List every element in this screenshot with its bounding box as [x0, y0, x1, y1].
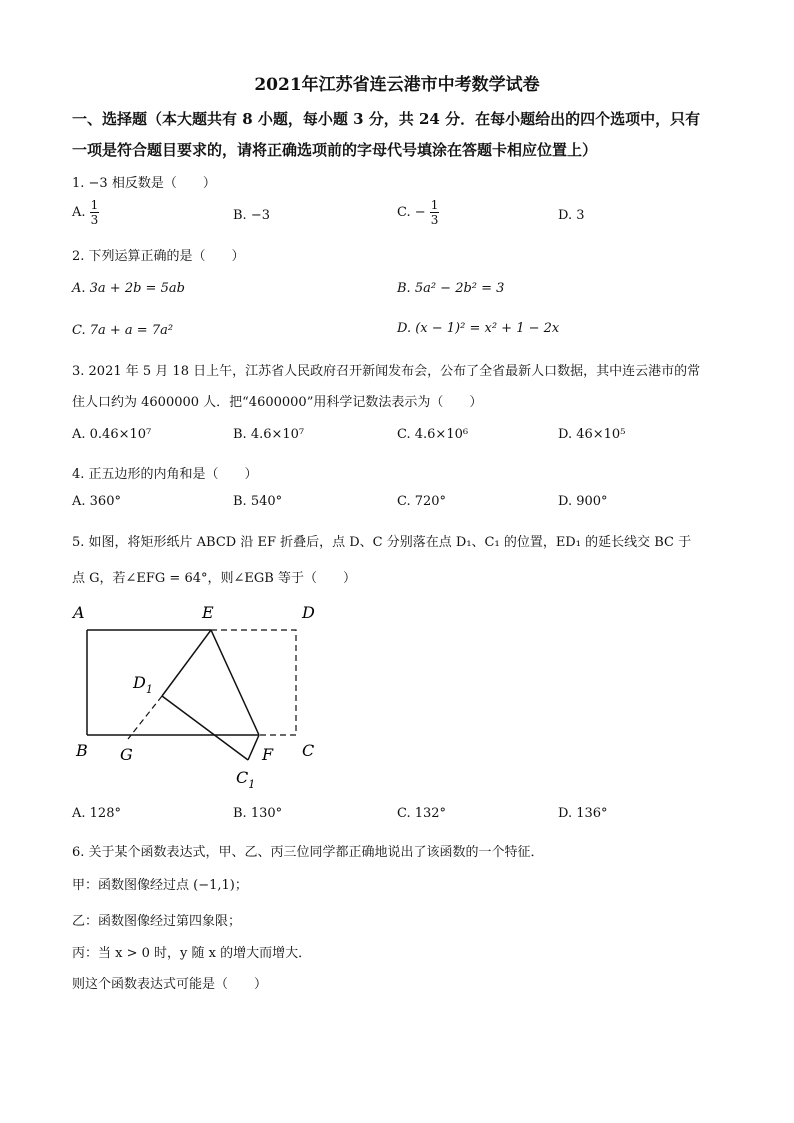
label-point-f: F [262, 745, 274, 764]
section-heading-line2: 一项是符合题目要求的，请将正确选项前的字母代号填涂在答题卡相应位置上） [72, 141, 598, 159]
label-point-a: A [73, 603, 85, 622]
question-4-option-a: A. 360° [72, 494, 121, 509]
question-6-line2: 甲：函数图像经过点 (−1,1)； [72, 878, 248, 893]
question-3-option-b: B. 4.6×10⁷ [233, 427, 305, 442]
question-5-option-a: A. 128° [72, 806, 121, 821]
folded-rectangle-figure [66, 596, 336, 796]
question-1-option-b: B. −3 [233, 208, 270, 223]
label-point-g: G [120, 745, 133, 764]
label-point-b: B [76, 741, 88, 760]
question-2-option-d: D. (x − 1)² = x² + 1 − 2x [397, 321, 560, 336]
fraction-one-third: $\frac{1}{3}$ [430, 198, 439, 227]
question-5-line2: 点 G，若∠EFG = 64°，则∠EGB 等于（ ） [72, 571, 356, 586]
question-2-option-c: C. 7a + a = 7a² [72, 323, 174, 338]
option-a-label: A. [72, 205, 86, 220]
question-2-stem: 2. 下列运算正确的是（ ） [72, 249, 245, 264]
page-title: 2021年江苏省连云港市中考数学试卷 [254, 75, 540, 95]
question-2-option-a: A. 3a + 2b = 5ab [72, 281, 185, 296]
question-3-option-a: A. 0.46×10⁷ [72, 427, 152, 442]
question-1-option-d: D. 3 [558, 208, 585, 223]
question-4-stem: 4. 正五边形的内角和是（ ） [72, 467, 258, 482]
question-1-option-a [72, 198, 99, 227]
label-point-c1: $C_1$ [236, 768, 256, 791]
question-6-line4: 丙：当 x > 0 时，y 随 x 的增大而增大． [72, 946, 312, 961]
label-point-e: E [202, 603, 214, 622]
label-point-c: C [302, 741, 315, 760]
question-3-line2: 住人口约为 4600000 人．把“4600000”用科学记数法表示为（ ） [72, 395, 483, 410]
fraction-one-third: $\frac{1}{3}$ [90, 198, 99, 227]
question-6-line5: 则这个函数表达式可能是（ ） [72, 977, 268, 992]
option-c-label: C. − [397, 205, 426, 220]
question-1-stem: 1. −3 相反数是（ ） [72, 176, 216, 191]
question-6-line1: 6. 关于某个函数表达式，甲、乙、丙三位同学都正确地说出了该函数的一个特征． [72, 845, 544, 860]
question-4-option-b: B. 540° [233, 494, 283, 509]
question-4-option-d: D. 900° [558, 494, 608, 509]
question-4-option-c: C. 720° [397, 494, 447, 509]
question-3-option-c: C. 4.6×10⁶ [397, 427, 469, 442]
question-3-line1: 3. 2021 年 5 月 18 日上午，江苏省人民政府召开新闻发布会，公布了全省最新人口数据，其中连云港市的常 [72, 364, 701, 379]
section-heading-line1: 一、选择题（本大题共有 8 小题，每小题 3 分，共 24 分．在每小题给出的四个选项中，只有 [72, 110, 701, 128]
label-point-d: D [302, 603, 315, 622]
question-2-option-b: B. 5a² − 2b² = 3 [397, 281, 505, 296]
question-5-line1: 5. 如图，将矩形纸片 ABCD 沿 EF 折叠后，点 D、C 分别落在点 D₁、C₁ 的位置，ED₁ 的延长线交 BC 于 [72, 535, 692, 550]
question-6-line3: 乙：函数图像经过第四象限； [72, 914, 242, 929]
question-5-option-c: C. 132° [397, 806, 447, 821]
label-point-d1: $D_1$ [133, 673, 153, 696]
question-3-option-d: D. 46×10⁵ [558, 427, 626, 442]
question-5-option-d: D. 136° [558, 806, 608, 821]
question-1-option-c [397, 198, 439, 227]
question-5-option-b: B. 130° [233, 806, 283, 821]
